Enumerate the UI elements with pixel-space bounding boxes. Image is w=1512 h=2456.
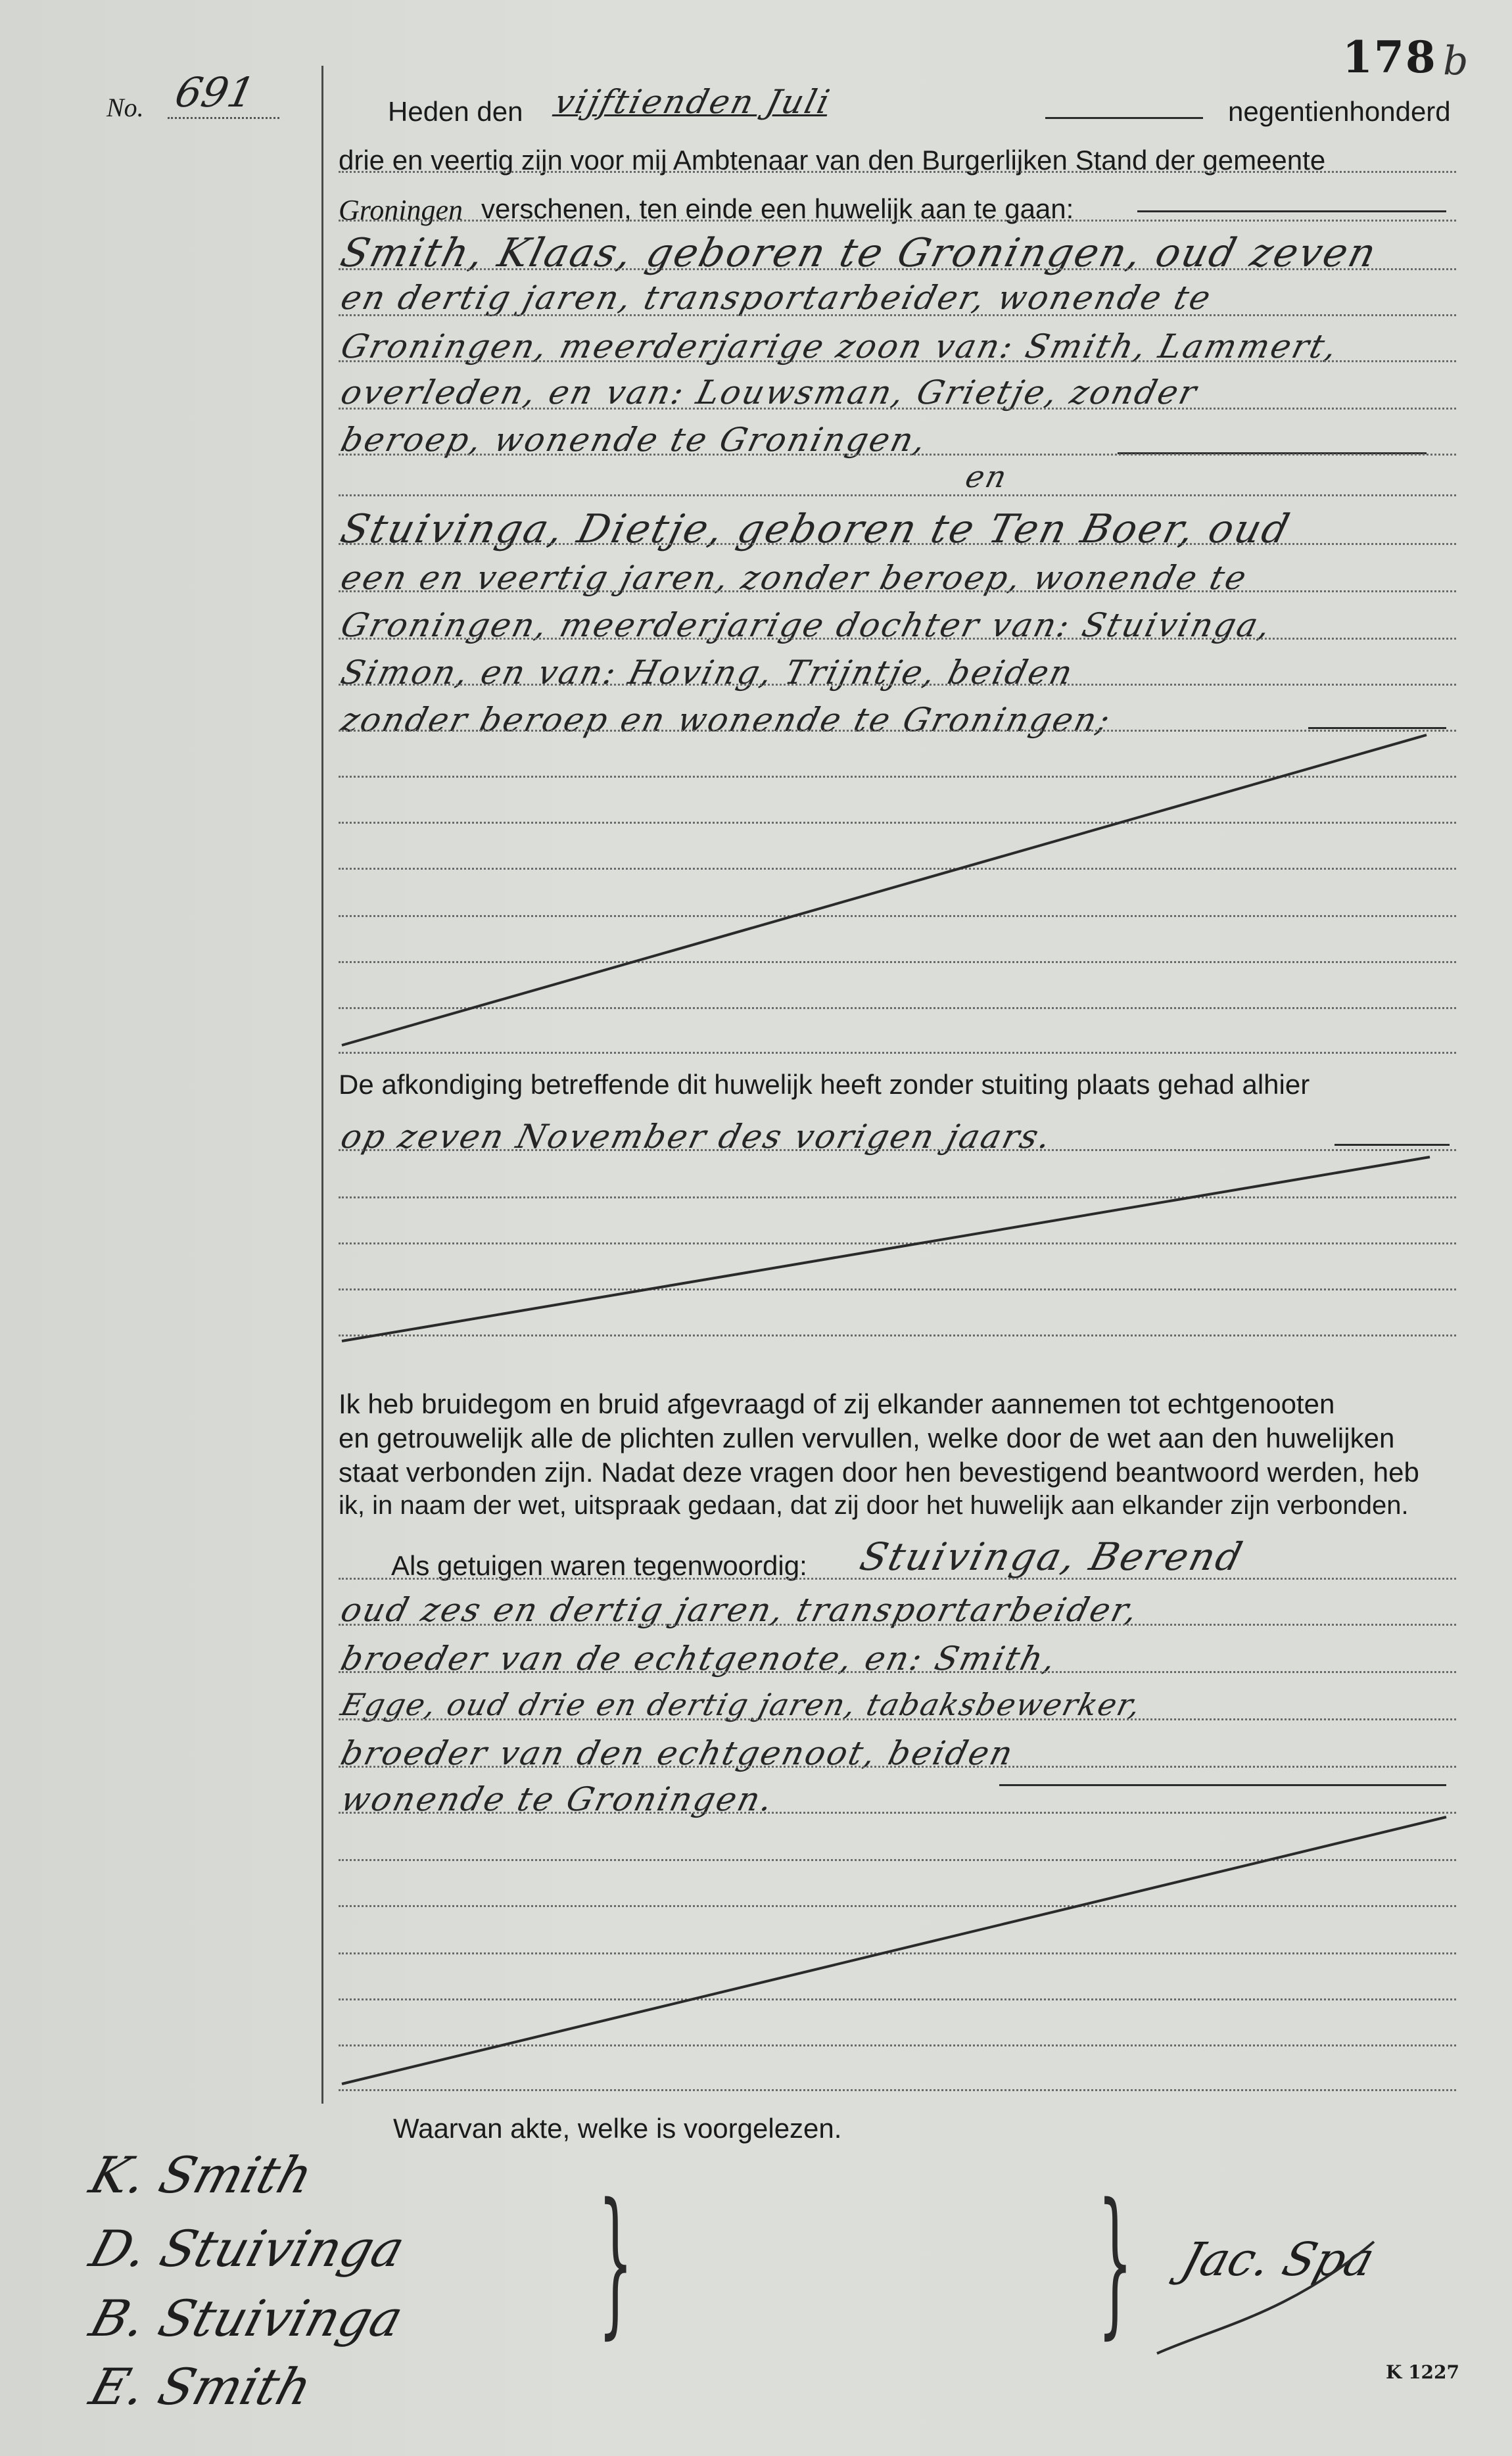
page-number-suffix: b xyxy=(1443,38,1469,84)
declaration-line-1: Ik heb bruidegom en bruid afgevraagd of zij elkander aannemen tot echtgenooten xyxy=(339,1388,1335,1419)
groom-line-1: Smith, Klaas, geboren te Groningen, oud zeven xyxy=(336,230,1382,276)
bride-line-4: Simon, en van: Hoving, Trijntje, beiden xyxy=(337,653,1078,692)
official-signature: Jac. Spa xyxy=(1175,2232,1381,2286)
form-code: K 1227 xyxy=(1385,2361,1459,2383)
city-name: Groningen xyxy=(339,194,463,226)
page-number: 178 xyxy=(1342,32,1437,83)
official-signature-flourish xyxy=(1157,2242,1374,2353)
cancel-line-lower xyxy=(342,1817,1446,2084)
groom-line-2: en dertig jaren, transportarbeider, wonende te xyxy=(337,279,1217,317)
groom-line-4: overleden, en van: Louwsman, Grietje, zonder xyxy=(337,373,1202,412)
brace-left: } xyxy=(598,2169,634,2353)
cancel-line-middle xyxy=(342,1157,1430,1341)
witness-line-1: Stuivinga, Berend xyxy=(855,1534,1249,1579)
cancel-line-upper xyxy=(342,735,1427,1045)
signature-bride: D. Stuivinga xyxy=(83,2219,412,2278)
witness-line-5: broeder van den echtgenoot, beiden xyxy=(337,1734,1019,1772)
groom-line-5: beroep, wonende te Groningen, xyxy=(337,421,932,459)
witness-line-4: Egge, oud drie en dertig jaren, tabaksbewerker, xyxy=(337,1687,1146,1722)
declaration-line-2: en getrouwelijk alle de plichten zullen vervullen, welke door de wet aan den huwelijken xyxy=(339,1423,1395,1453)
closing-text: Waarvan akte, welke is voorgelezen. xyxy=(393,2113,842,2144)
witnesses-label: Als getuigen waren tegenwoordig: xyxy=(391,1550,807,1581)
bride-line-2: een en veertig jaren, zonder beroep, wonende te xyxy=(337,559,1252,597)
declaration-line-4: ik, in naam der wet, uitspraak gedaan, dat zij door het huwelijk aan elkander zijn verbonden. xyxy=(339,1491,1409,1520)
bride-line-3: Groningen, meerderjarige dochter van: Stuivinga, xyxy=(337,606,1277,644)
signature-witness-2: E. Smith xyxy=(83,2357,319,2416)
groom-line-3: Groningen, meerderjarige zoon van: Smith, Lammert, xyxy=(337,327,1343,366)
signature-witness-1: B. Stuivinga xyxy=(83,2289,410,2348)
marriage-date-handwritten: vijftienden Juli xyxy=(550,83,836,121)
conjunction-en: en xyxy=(962,459,1012,494)
bride-line-1: Stuivinga, Dietje, geboren te Ten Boer, oud xyxy=(336,506,1296,552)
witness-line-3: broeder van de echtgenote, en: Smith, xyxy=(337,1640,1062,1678)
heading-line-3: verschenen, ten einde een huwelijk aan te gaan: xyxy=(481,193,1074,224)
afkondiging-handwritten: op zeven November des vorigen jaars. xyxy=(337,1118,1057,1156)
negentienhonderd-label: negentienhonderd xyxy=(1228,96,1451,127)
declaration-line-3: staat verbonden zijn. Nadat deze vragen door hen bevestigend beantwoord werden, heb xyxy=(339,1457,1419,1488)
witness-line-2: oud zes en dertig jaren, transportarbeider, xyxy=(337,1591,1143,1629)
brace-right: } xyxy=(1097,2169,1133,2353)
signature-groom: K. Smith xyxy=(83,2146,319,2204)
bride-line-5: zonder beroep en wonende te Groningen; xyxy=(337,701,1116,739)
record-number-value: 691 xyxy=(171,68,260,116)
heden-den-label: Heden den xyxy=(388,96,523,127)
record-number-label: No. xyxy=(106,93,144,122)
witness-line-6: wonende te Groningen. xyxy=(337,1780,779,1818)
afkondiging-text: De afkondiging betreffende dit huwelijk heeft zonder stuiting plaats gehad alhier xyxy=(339,1069,1310,1100)
heading-line-2: drie en veertig zijn voor mij Ambtenaar van den Burgerlijken Stand der gemeente xyxy=(339,145,1326,176)
